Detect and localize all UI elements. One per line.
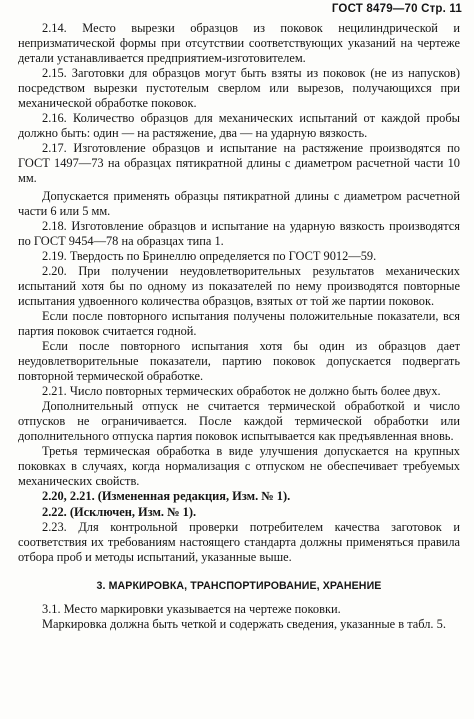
amendment-note-2-20-2-21: 2.20, 2.21. (Измененная редакция, Изм. № 1). — [42, 489, 291, 504]
paragraph-2-20-negative: Если после повторного испытания хотя бы один из образцов дает неудовлетворительные показатели, партию поковок допускается подвергать повторной термической обработке. — [18, 338, 460, 384]
paragraph-2-21-third-treatment: Третья термическая обработка в виде улучшения допускается на крупных поковках в случаях, когда нормализация с отпуском не обеспечивает требуемых механических свойств. — [18, 444, 460, 489]
paragraph-2-20-positive: Если после повторного испытания получены положительные показатели, вся партия поковок считается годной. — [18, 308, 460, 338]
paragraph-2-21: 2.21. Число повторных термических обработок не должно быть более двух. — [42, 384, 441, 399]
amendment-note-2-22: 2.22. (Исключен, Изм. № 1). — [42, 504, 197, 519]
paragraph-2-20: 2.20. При получении неудовлетворительных результатов механических испытаний хотя бы по одному из показателей по нему производятся повторные испытания удвоенного количества образцов, взятых от той же партии поковок. — [18, 263, 460, 308]
paragraph-2-19: 2.19. Твердость по Бринеллю определяется по ГОСТ 9012—59. — [42, 248, 377, 263]
paragraph-2-14: 2.14. Место вырезки образцов из поковок нецилиндрической и непризматической формы при отсутствии соответствующих указаний на чертеже детали устанавливается предприятием-изготовителем. — [18, 21, 460, 66]
paragraph-3-1-marking: Маркировка должна быть четкой и содержать сведения, указанные в табл. 5. — [42, 616, 446, 631]
paragraph-2-21-tempering: Дополнительный отпуск не считается термической обработкой и число отпусков не ограничивается. После каждой термической обработки или дополнительного отпуска партия поковок испытывается как предъявленная вновь. — [18, 399, 460, 444]
paragraph-2-15: 2.15. Заготовки для образцов могут быть взяты из поковок (не из напусков) посредством вырезки пустотелым сверлом или вырезов, получающихся при механической обработке поковок. — [18, 66, 460, 111]
paragraph-2-23: 2.23. Для контрольной проверки потребителем качества заготовок и соответствия их требованиям настоящего стандарта должны применяться правила отбора проб и методы испытаний, указанные выше. — [18, 519, 460, 564]
paragraph-3-1: 3.1. Место маркировки указывается на чертеже поковки. — [42, 601, 341, 616]
paragraph-2-18: 2.18. Изготовление образцов и испытание на ударную вязкость производятся по ГОСТ 9454—78 на образцах типа 1. — [18, 218, 460, 248]
section-3-heading: 3. МАРКИРОВКА, ТРАНСПОРТИРОВАНИЕ, ХРАНЕНИЕ — [96, 579, 382, 592]
paragraph-2-16: 2.16. Количество образцов для механических испытаний от каждой пробы должно быть: один — на растяжение, два — на ударную вязкость. — [18, 111, 460, 141]
running-head: ГОСТ 8479—70 Стр. 11 — [331, 3, 462, 15]
paragraph-2-17: 2.17. Изготовление образцов и испытание на растяжение производятся по ГОСТ 1497—73 на образцах пятикратной длины с диаметром расчетной части 10 мм. — [18, 141, 460, 186]
paragraph-2-17-note: Допускается применять образцы пятикратной длины с диаметром расчетной части 6 или 5 мм. — [18, 188, 460, 218]
